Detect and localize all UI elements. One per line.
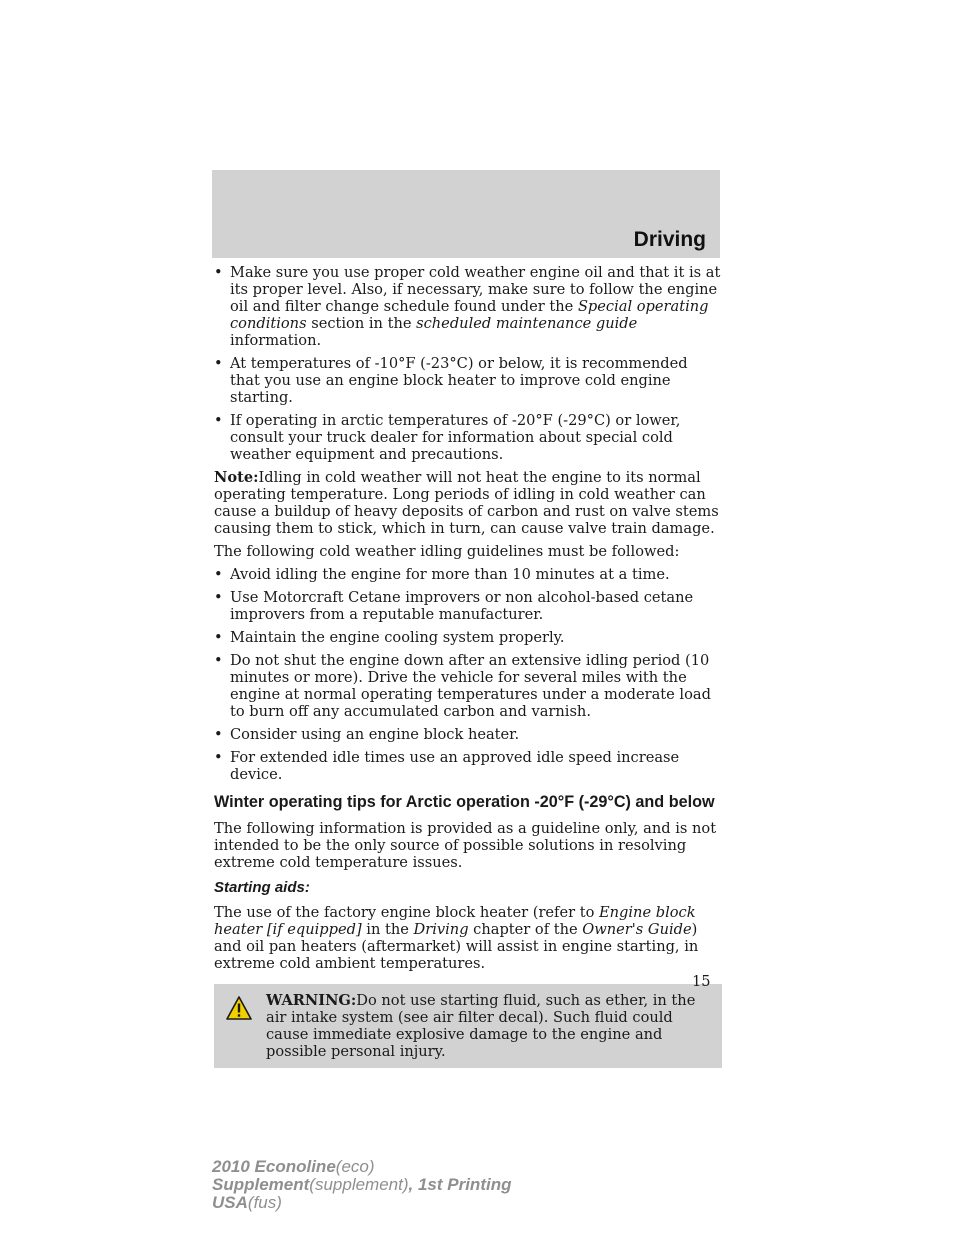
text-segment: Use Motorcraft Cetane improvers or non alcohol-based cetane improvers from a reputable manufacturer.	[230, 589, 694, 623]
text-segment: At temperatures of -10°F (-23°C) or below, it is recommended that you use an engine block heater to improve cold engine starting.	[230, 355, 688, 406]
arctic-intro: The following information is provided as a guideline only, and is not intended to be the only source of possible solutions in resolving extreme cold temperature issues.	[214, 820, 717, 871]
footer-print-info	[212, 1158, 511, 1212]
italic-reference: Engine block heater [if equipped]	[214, 904, 696, 938]
note-label: Note:	[214, 469, 259, 486]
bullet-marker: •	[214, 412, 223, 429]
text-segment: The use of the factory engine block heater (refer to	[214, 904, 599, 921]
footer-region: USA	[212, 1193, 248, 1212]
text-segment: Do not shut the engine down after an extensive idling period (10 minutes or more). Drive the vehicle for several miles with the engine at normal operating temperatures under a moderate load to burn off any accumulated carbon and varnish.	[230, 652, 711, 720]
guidelines-intro: The following cold weather idling guidelines must be followed:	[214, 543, 680, 560]
italic-reference: Owner's Guide	[582, 921, 692, 938]
page-content	[214, 264, 722, 1068]
text-segment: in the	[361, 921, 414, 938]
text-segment: Maintain the engine cooling system properly.	[230, 629, 565, 646]
note-text: Idling in cold weather will not heat the engine to its normal operating temperature. Long periods of idling in cold weather can cause a buildup of heavy deposits of carbon and rust on valve stems causing them to stick, which in turn, can cause valve train damage.	[214, 469, 719, 537]
warning-box	[214, 984, 722, 1068]
bullet-marker: •	[214, 566, 223, 583]
bullet-item	[214, 412, 722, 463]
text-segment: section in the	[306, 315, 417, 332]
bullet-item	[214, 629, 722, 646]
section-header-band	[212, 170, 720, 258]
italic-reference: scheduled maintenance guide	[416, 315, 638, 332]
starting-aids-heading: Starting aids:	[214, 879, 310, 896]
bullet-item	[214, 589, 722, 623]
text-segment: Make sure you use proper cold weather engine oil and that it is at its proper level. Also, if necessary, make sure to follow the engine oil and filter change schedule found under the	[230, 264, 721, 315]
text-segment: Consider using an engine block heater.	[230, 726, 520, 743]
warning-text: Do not use starting fluid, such as ether, in the air intake system (see air filter decal). Such fluid could cause immediate explosive damage to the engine and possible personal injury.	[266, 992, 696, 1060]
starting-aids-paragraph	[214, 904, 722, 972]
bullet-list-idling-guidelines	[214, 566, 722, 783]
bullet-item	[214, 355, 722, 406]
footer-model: 2010 Econoline	[212, 1157, 336, 1176]
bullet-marker: •	[214, 726, 223, 743]
bullet-item	[214, 726, 722, 743]
text-segment: chapter of the	[468, 921, 583, 938]
bullet-item	[214, 749, 722, 783]
footer-printing: , 1st Printing	[408, 1175, 512, 1194]
footer-model-code: (eco)	[335, 1157, 375, 1176]
bullet-list-cold-weather	[214, 264, 722, 463]
italic-reference: Special operating conditions	[230, 298, 709, 332]
warning-label: WARNING:	[266, 992, 357, 1009]
warning-triangle-icon	[226, 996, 252, 1024]
bullet-marker: •	[214, 589, 223, 606]
text-segment: For extended idle times use an approved idle speed increase device.	[230, 749, 680, 783]
footer-region-code: (fus)	[247, 1193, 282, 1212]
bullet-item	[214, 264, 722, 349]
footer-doc: Supplement	[212, 1175, 310, 1194]
text-segment: If operating in arctic temperatures of -20°F (-29°C) or lower, consult your truck dealer for information about special cold weather equipment and precautions.	[230, 412, 681, 463]
italic-reference: Driving	[413, 921, 469, 938]
footer-doc-code: (supplement)	[309, 1175, 409, 1194]
bullet-marker: •	[214, 264, 223, 281]
bullet-marker: •	[214, 652, 223, 669]
section-title: Driving	[633, 228, 706, 251]
text-segment: information.	[230, 332, 322, 349]
bullet-marker: •	[214, 355, 223, 372]
text-segment: ) and oil pan heaters (aftermarket) will assist in engine starting, in extreme cold ambient temperatures.	[214, 921, 699, 972]
warning-text-block	[220, 992, 716, 1060]
page-number: 15	[692, 973, 711, 990]
bullet-marker: •	[214, 629, 223, 646]
bullet-marker: •	[214, 749, 223, 766]
bullet-item	[214, 652, 722, 720]
bullet-item	[214, 566, 722, 583]
text-segment: Avoid idling the engine for more than 10 minutes at a time.	[230, 566, 670, 583]
arctic-heading: Winter operating tips for Arctic operation -20°F (-29°C) and below	[214, 793, 715, 811]
note-paragraph	[214, 469, 722, 537]
